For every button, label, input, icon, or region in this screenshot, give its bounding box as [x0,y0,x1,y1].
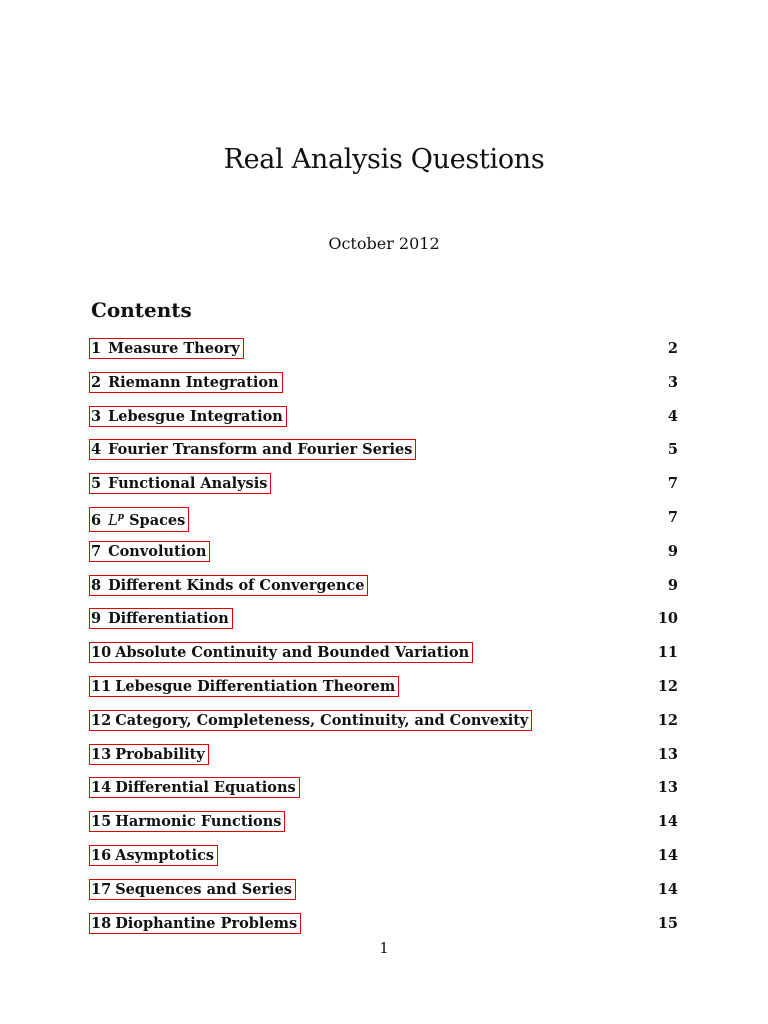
toc-page-number: 14 [657,846,678,864]
toc-section-number: 18 [91,914,112,932]
toc-row [89,640,678,674]
toc-page-number: 2 [667,340,678,357]
toc-section-number: 8 [91,576,102,594]
toc-page-number: 7 [667,475,678,493]
toc-section-title: Measure Theory [108,340,240,357]
toc-row [89,471,678,505]
toc-section-title: Diophantine Problems [115,914,298,932]
toc-entry-link[interactable] [89,338,244,359]
table-of-contents [89,336,678,944]
toc-page-number: 13 [657,779,678,797]
toc-page-number: 9 [667,542,678,560]
toc-section-title: Lebesgue Differentiation Theorem [115,677,396,695]
contents-heading: Contents [91,298,192,322]
toc-entry-link[interactable] [89,710,532,731]
toc-section-number: 15 [91,813,112,831]
toc-page-number: 12 [657,711,678,729]
toc-title-rest: Spaces [124,511,186,529]
page-number: 1 [379,939,389,957]
toc-section-title: Absolute Continuity and Bounded Variation [115,644,470,662]
document-title: Real Analysis Questions [223,144,545,175]
toc-page-number: 7 [667,508,678,526]
toc-row [89,505,678,539]
toc-section-title: Different Kinds of Convergence [108,576,365,594]
toc-page-number: 12 [657,677,678,695]
toc-row [89,336,678,370]
toc-row [89,370,678,404]
toc-section-number: 3 [91,407,102,425]
toc-title-symbol: L [108,512,118,529]
toc-section-number: 12 [91,711,112,729]
toc-entry-link[interactable] [89,608,233,629]
toc-section-number: 16 [91,846,112,864]
toc-row [89,708,678,742]
toc-page-number: 14 [657,813,678,831]
toc-entry-link[interactable] [89,439,416,460]
toc-page-number: 15 [657,914,678,932]
toc-section-number: 2 [91,373,102,391]
toc-section-title: Harmonic Functions [115,813,282,831]
toc-section-title: Convolution [108,542,207,560]
toc-row [89,404,678,438]
toc-section-number: 4 [91,441,102,459]
toc-page-number: 11 [657,644,678,662]
toc-row [89,437,678,471]
toc-page-number: 5 [667,441,678,459]
document-date: October 2012 [328,234,440,253]
toc-section-number: 13 [91,745,112,763]
toc-entry-link[interactable] [89,777,300,798]
toc-entry-link[interactable] [89,811,285,832]
toc-section-number: 10 [91,644,112,662]
toc-section-title: Lebesgue Integration [108,407,283,425]
toc-section-title: Sequences and Series [115,880,292,898]
toc-row [89,606,678,640]
toc-entry-link[interactable] [89,507,189,532]
toc-section-title: Asymptotics [115,846,215,864]
toc-section-number: 5 [91,475,102,493]
toc-title-superscript: p [117,511,125,522]
toc-page-number: 14 [657,880,678,898]
toc-entry-link[interactable] [89,879,296,900]
toc-row [89,809,678,843]
toc-section-title [108,512,185,529]
toc-section-title: Fourier Transform and Fourier Series [108,441,413,459]
toc-section-title: Differentiation [108,610,229,628]
toc-entry-link[interactable] [89,642,473,663]
toc-page-number: 3 [667,373,678,391]
toc-section-number: 1 [91,340,102,357]
toc-page-number: 10 [657,610,678,628]
toc-section-title: Riemann Integration [108,373,279,391]
toc-row [89,539,678,573]
toc-entry-link[interactable] [89,541,210,562]
toc-entry-link[interactable] [89,676,399,697]
toc-page-number: 4 [667,407,678,425]
toc-section-number: 6 [91,511,102,529]
toc-row [89,573,678,607]
toc-entry-link[interactable] [89,744,209,765]
toc-row [89,877,678,911]
toc-entry-link[interactable] [89,372,283,393]
toc-section-number: 11 [91,677,112,695]
toc-section-number: 7 [91,542,102,560]
toc-page-number: 9 [667,576,678,594]
toc-section-title: Category, Completeness, Continuity, and Convexity [115,711,529,729]
toc-page-number: 13 [657,745,678,763]
toc-section-title: Functional Analysis [108,475,268,493]
toc-entry-link[interactable] [89,473,271,494]
toc-section-number: 9 [91,610,102,628]
toc-entry-link[interactable] [89,575,368,596]
toc-row [89,742,678,776]
toc-section-number: 14 [91,779,112,797]
toc-row [89,674,678,708]
toc-entry-link[interactable] [89,913,301,934]
toc-section-number: 17 [91,880,112,898]
toc-section-title: Differential Equations [115,779,296,797]
toc-section-title: Probability [115,745,205,763]
toc-row [89,775,678,809]
toc-entry-link[interactable] [89,406,287,427]
toc-entry-link[interactable] [89,845,218,866]
toc-row [89,843,678,877]
